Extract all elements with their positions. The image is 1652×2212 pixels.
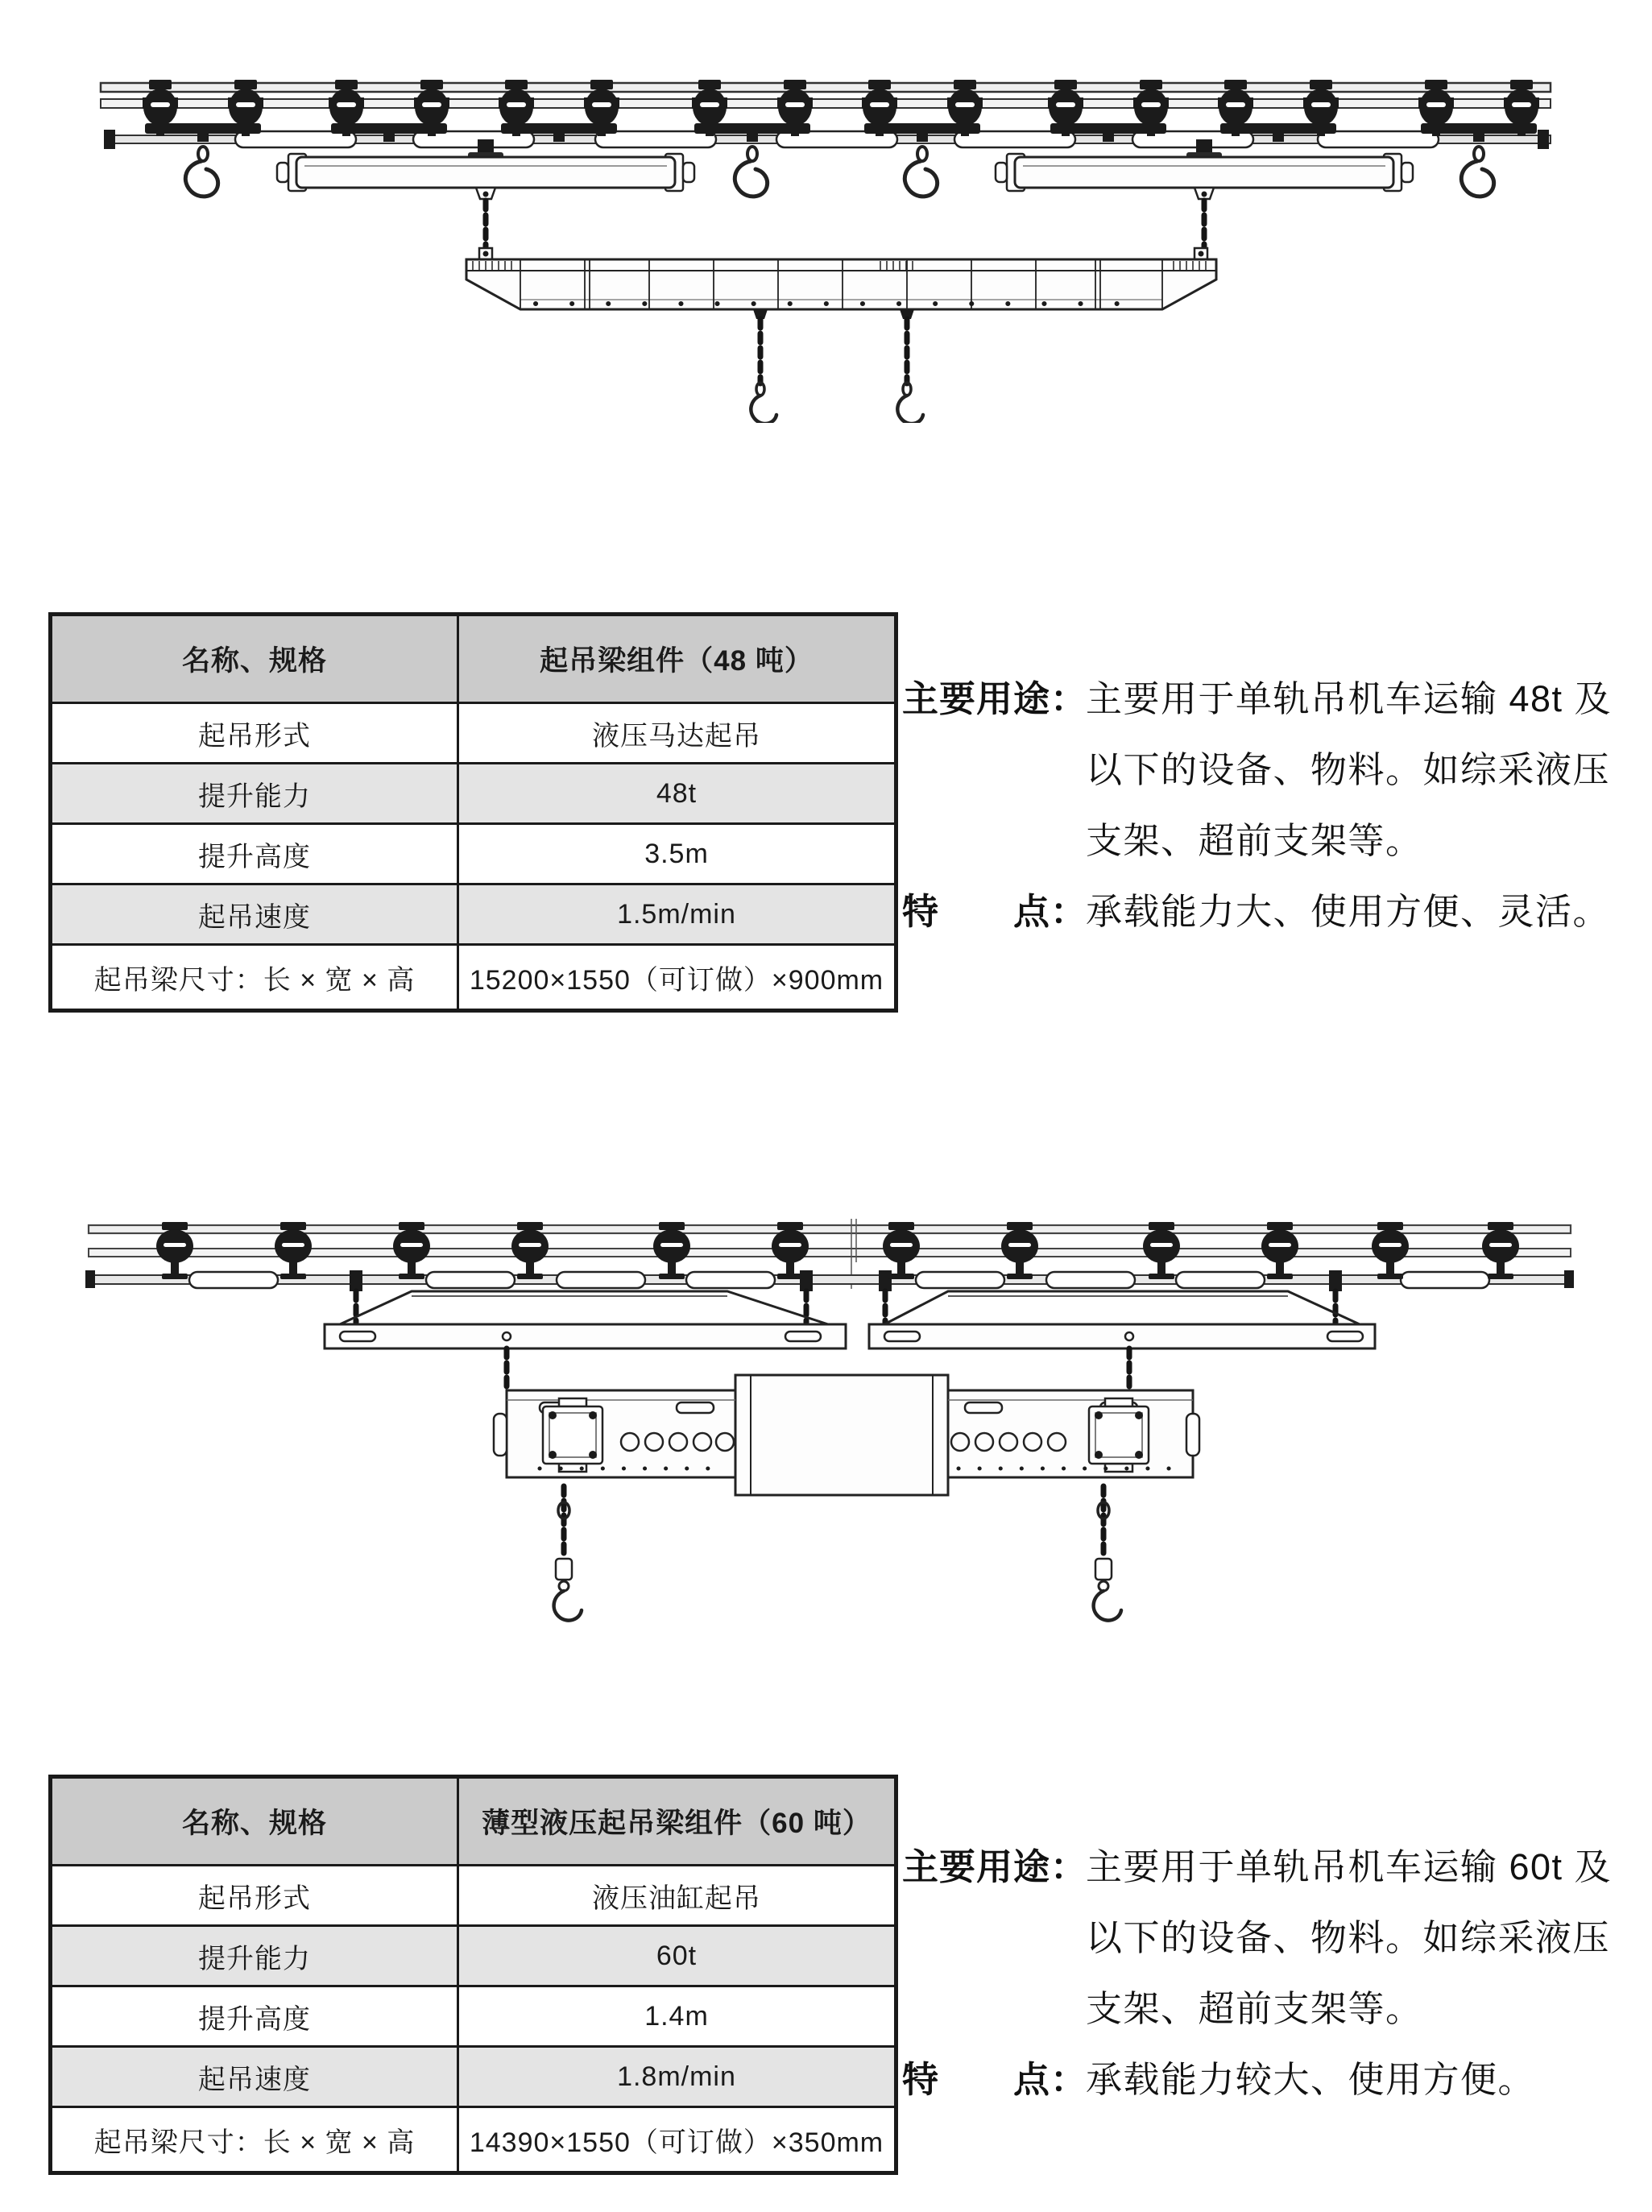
row-label: 起吊速度 [52, 2048, 459, 2106]
row-value: 1.8m/min [617, 2061, 736, 2092]
table-row [52, 822, 894, 883]
usage-label: 主要用途： [902, 678, 1088, 719]
row-label: 起吊形式 [52, 1866, 459, 1924]
thin-lifting-beam [494, 1375, 1199, 1495]
feature-label: 特 点： [902, 2059, 1088, 2100]
usage-text [1086, 664, 1612, 876]
usage-line: 支架、超前支架等。 [1086, 820, 1423, 861]
table-row [52, 1985, 894, 2045]
table-row [52, 762, 894, 822]
usage-row [902, 1832, 1651, 2044]
row-label: 起吊梁尺寸：长 × 宽 × 高 [52, 946, 459, 1009]
notes-48t [902, 664, 1651, 947]
row-label: 起吊形式 [52, 704, 459, 762]
table-row [52, 1864, 894, 1924]
header-product-48t: 起吊梁组件（48 吨） [540, 645, 814, 677]
usage-label: 主要用途： [902, 1846, 1088, 1887]
row-value: 1.4m [644, 2000, 709, 2032]
table-header-row [52, 1779, 894, 1864]
lifting-beam [466, 248, 1216, 319]
usage-text [1086, 1832, 1612, 2044]
notes-60t [902, 1832, 1651, 2115]
usage-line: 支架、超前支架等。 [1086, 1988, 1423, 2029]
row-label: 起吊速度 [52, 885, 459, 943]
spreader-plate-left [325, 1291, 846, 1348]
table-row [52, 1924, 894, 1985]
table-row [52, 883, 894, 943]
table-row [52, 943, 894, 1009]
feature-text: 承载能力较大、使用方便。 [1086, 2059, 1536, 2100]
spec-table-48t [48, 612, 898, 1013]
feature-text: 承载能力大、使用方便、灵活。 [1086, 891, 1611, 932]
row-value: 15200×1550（可订做）×900mm [469, 964, 884, 996]
row-label: 提升能力 [52, 1927, 459, 1985]
feature-row [902, 2044, 1651, 2115]
usage-line: 以下的设备、物料。如综采液压 [1086, 749, 1611, 790]
table-header-row [52, 616, 894, 702]
feature-label: 特 点： [902, 891, 1088, 932]
header-name-spec: 名称、规格 [52, 1779, 459, 1864]
row-value: 48t [656, 777, 698, 809]
header-product-60t: 薄型液压起吊梁组件（60 吨） [482, 1808, 872, 1839]
spec-table-60t [48, 1775, 898, 2175]
row-value: 液压油缸起吊 [592, 1883, 761, 1914]
table-row [52, 2106, 894, 2171]
row-label: 提升高度 [52, 1987, 459, 2045]
row-value: 1.5m/min [617, 898, 736, 930]
table-row [52, 702, 894, 762]
table-row [52, 2045, 894, 2106]
row-label: 提升高度 [52, 825, 459, 883]
row-value: 液压马达起吊 [592, 720, 761, 752]
lifting-beam-60t-diagram [56, 1212, 1603, 1631]
header-name-spec: 名称、规格 [52, 616, 459, 702]
lifting-beam-48t-diagram [68, 68, 1583, 423]
row-value: 3.5m [644, 838, 709, 869]
usage-row [902, 664, 1651, 876]
usage-line: 主要用于单轨吊机车运输 60t 及 [1086, 1846, 1613, 1887]
linkage-rod [85, 1270, 1574, 1291]
feature-row [902, 876, 1651, 947]
spreader-plate-right [869, 1291, 1375, 1348]
usage-line: 以下的设备、物料。如综采液压 [1086, 1917, 1611, 1958]
row-value: 60t [656, 1940, 698, 1971]
usage-line: 主要用于单轨吊机车运输 48t 及 [1086, 678, 1613, 719]
row-label: 起吊梁尺寸：长 × 宽 × 高 [52, 2108, 459, 2171]
row-label: 提升能力 [52, 764, 459, 822]
row-value: 14390×1550（可订做）×350mm [469, 2127, 884, 2158]
